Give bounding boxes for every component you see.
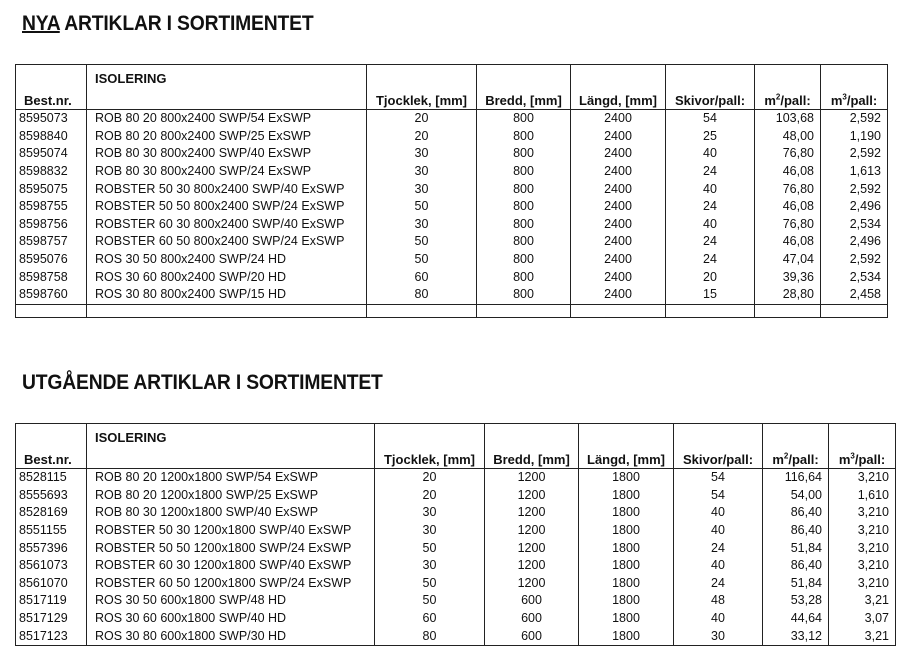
table-row xyxy=(16,522,896,540)
table-row xyxy=(16,180,888,198)
group-label: ISOLERING xyxy=(87,424,375,447)
cell-article-nr: 8598755 xyxy=(16,198,87,216)
cell-width: 800 xyxy=(477,251,571,269)
cell-article-nr: 8595073 xyxy=(16,110,87,128)
cell-thickness: 30 xyxy=(367,216,477,234)
cell-length: 1800 xyxy=(579,575,674,593)
cell-length: 2400 xyxy=(571,251,666,269)
cell-width: 1200 xyxy=(485,487,579,505)
cell-product-name: ROB 80 30 800x2400 SWP/24 ExSWP xyxy=(87,163,367,181)
cell-thickness: 30 xyxy=(375,522,485,540)
new-articles-body xyxy=(16,110,888,305)
header-m3: $m^3$/pall: xyxy=(829,446,896,469)
cell-width: 800 xyxy=(477,145,571,163)
cell-article-nr: 8598760 xyxy=(16,286,87,304)
cell-length: 2400 xyxy=(571,110,666,128)
cell-width: 800 xyxy=(477,110,571,128)
cell-length: 2400 xyxy=(571,268,666,286)
cell-article-nr: 8557396 xyxy=(16,539,87,557)
cell-boards: 54 xyxy=(674,469,763,487)
cell-product-name: ROBSTER 60 30 800x2400 SWP/40 ExSWP xyxy=(87,216,367,234)
table-row xyxy=(16,251,888,269)
header-length: Längd, [mm] xyxy=(579,446,674,469)
cell-article-nr: 8598757 xyxy=(16,233,87,251)
table-row xyxy=(16,627,896,645)
cell-width: 800 xyxy=(477,128,571,146)
cell-thickness: 20 xyxy=(375,469,485,487)
cell-m3: 2,592 xyxy=(821,180,888,198)
cell-m2: 53,28 xyxy=(763,592,829,610)
outgoing-articles-body xyxy=(16,469,896,646)
cell-thickness: 20 xyxy=(367,128,477,146)
cell-m2: 46,08 xyxy=(755,198,821,216)
cell-boards: 24 xyxy=(674,539,763,557)
cell-article-nr: 8551155 xyxy=(16,522,87,540)
cell-length: 2400 xyxy=(571,233,666,251)
cell-m2: 86,40 xyxy=(763,557,829,575)
table-row xyxy=(16,145,888,163)
cell-width: 600 xyxy=(485,610,579,628)
cell-m3: 1,613 xyxy=(821,163,888,181)
table-row xyxy=(16,610,896,628)
cell-product-name: ROS 30 80 800x2400 SWP/15 HD xyxy=(87,286,367,304)
cell-length: 2400 xyxy=(571,128,666,146)
cell-boards: 24 xyxy=(666,163,755,181)
cell-article-nr: 8598840 xyxy=(16,128,87,146)
cell-m3: 2,534 xyxy=(821,216,888,234)
cell-m3: 2,458 xyxy=(821,286,888,304)
header-boards: Skivor/pall: xyxy=(674,446,763,469)
cell-boards: 40 xyxy=(666,145,755,163)
table-row xyxy=(16,504,896,522)
cell-article-nr: 8555693 xyxy=(16,487,87,505)
cell-length: 1800 xyxy=(579,627,674,645)
header-nr: Best.nr. xyxy=(16,87,87,110)
cell-thickness: 60 xyxy=(367,268,477,286)
cell-length: 1800 xyxy=(579,487,674,505)
cell-thickness: 50 xyxy=(375,575,485,593)
table-row xyxy=(16,469,896,487)
cell-m2: 46,08 xyxy=(755,233,821,251)
cell-m2: 39,36 xyxy=(755,268,821,286)
cell-width: 1200 xyxy=(485,522,579,540)
table-row xyxy=(16,110,888,128)
cell-boards: 40 xyxy=(666,180,755,198)
cell-product-name: ROB 80 20 1200x1800 SWP/25 ExSWP xyxy=(87,487,375,505)
cell-m3: 2,592 xyxy=(821,110,888,128)
blank-row xyxy=(16,304,888,317)
cell-boards: 24 xyxy=(674,575,763,593)
cell-thickness: 60 xyxy=(375,610,485,628)
cell-thickness: 80 xyxy=(375,627,485,645)
cell-m2: 46,08 xyxy=(755,163,821,181)
cell-boards: 20 xyxy=(666,268,755,286)
cell-boards: 40 xyxy=(674,557,763,575)
cell-boards: 40 xyxy=(674,522,763,540)
cell-thickness: 50 xyxy=(375,539,485,557)
header-name xyxy=(87,446,375,469)
cell-width: 800 xyxy=(477,233,571,251)
cell-m3: 1,610 xyxy=(829,487,896,505)
cell-boards: 24 xyxy=(666,198,755,216)
outgoing-articles-table xyxy=(15,423,896,646)
cell-width: 800 xyxy=(477,198,571,216)
cell-width: 600 xyxy=(485,592,579,610)
header-thickness: Tjocklek, [mm] xyxy=(375,446,485,469)
header-width: Bredd, [mm] xyxy=(485,446,579,469)
cell-boards: 24 xyxy=(666,251,755,269)
cell-thickness: 80 xyxy=(367,286,477,304)
cell-width: 1200 xyxy=(485,539,579,557)
cell-m2: 47,04 xyxy=(755,251,821,269)
table-row xyxy=(16,557,896,575)
table-row xyxy=(16,592,896,610)
cell-article-nr: 8561073 xyxy=(16,557,87,575)
cell-article-nr: 8598758 xyxy=(16,268,87,286)
cell-length: 1800 xyxy=(579,522,674,540)
cell-boards: 54 xyxy=(666,110,755,128)
cell-article-nr: 8517119 xyxy=(16,592,87,610)
cell-m2: 51,84 xyxy=(763,539,829,557)
cell-product-name: ROBSTER 60 50 800x2400 SWP/24 ExSWP xyxy=(87,233,367,251)
table-row xyxy=(16,216,888,234)
cell-m3: 2,534 xyxy=(821,268,888,286)
cell-boards: 40 xyxy=(674,610,763,628)
cell-article-nr: 8561070 xyxy=(16,575,87,593)
cell-product-name: ROBSTER 60 30 1200x1800 SWP/40 ExSWP xyxy=(87,557,375,575)
table-row xyxy=(16,163,888,181)
header-m3: $m^3$/pall: xyxy=(821,87,888,110)
cell-article-nr: 8598756 xyxy=(16,216,87,234)
cell-article-nr: 8517123 xyxy=(16,627,87,645)
cell-product-name: ROB 80 30 800x2400 SWP/40 ExSWP xyxy=(87,145,367,163)
cell-product-name: ROB 80 20 800x2400 SWP/54 ExSWP xyxy=(87,110,367,128)
cell-m2: 103,68 xyxy=(755,110,821,128)
cell-thickness: 50 xyxy=(375,592,485,610)
cell-thickness: 20 xyxy=(367,110,477,128)
cell-m2: 44,64 xyxy=(763,610,829,628)
cell-length: 2400 xyxy=(571,145,666,163)
cell-product-name: ROS 30 50 800x2400 SWP/24 HD xyxy=(87,251,367,269)
cell-m3: 2,496 xyxy=(821,233,888,251)
cell-boards: 40 xyxy=(666,216,755,234)
cell-m3: 3,21 xyxy=(829,627,896,645)
cell-length: 2400 xyxy=(571,180,666,198)
cell-m2: 86,40 xyxy=(763,504,829,522)
cell-m3: 2,496 xyxy=(821,198,888,216)
cell-width: 800 xyxy=(477,286,571,304)
cell-width: 800 xyxy=(477,216,571,234)
cell-m2: 28,80 xyxy=(755,286,821,304)
cell-article-nr: 8598832 xyxy=(16,163,87,181)
cell-length: 1800 xyxy=(579,469,674,487)
cell-thickness: 30 xyxy=(375,557,485,575)
cell-article-nr: 8595074 xyxy=(16,145,87,163)
header-width: Bredd, [mm] xyxy=(477,87,571,110)
cell-thickness: 20 xyxy=(375,487,485,505)
cell-product-name: ROS 30 60 600x1800 SWP/40 HD xyxy=(87,610,375,628)
table-row xyxy=(16,575,896,593)
cell-article-nr: 8595076 xyxy=(16,251,87,269)
cell-width: 800 xyxy=(477,163,571,181)
header-length: Längd, [mm] xyxy=(571,87,666,110)
cell-width: 1200 xyxy=(485,575,579,593)
cell-length: 1800 xyxy=(579,557,674,575)
cell-thickness: 30 xyxy=(367,180,477,198)
cell-boards: 25 xyxy=(666,128,755,146)
cell-m2: 76,80 xyxy=(755,216,821,234)
cell-product-name: ROBSTER 60 50 1200x1800 SWP/24 ExSWP xyxy=(87,575,375,593)
cell-length: 2400 xyxy=(571,198,666,216)
table-row xyxy=(16,539,896,557)
cell-length: 1800 xyxy=(579,592,674,610)
cell-article-nr: 8528169 xyxy=(16,504,87,522)
cell-product-name: ROBSTER 50 30 1200x1800 SWP/40 ExSWP xyxy=(87,522,375,540)
cell-width: 800 xyxy=(477,268,571,286)
cell-m3: 3,210 xyxy=(829,539,896,557)
cell-m2: 51,84 xyxy=(763,575,829,593)
cell-m2: 116,64 xyxy=(763,469,829,487)
cell-length: 1800 xyxy=(579,610,674,628)
heading-underlined-word: NYA xyxy=(22,12,60,35)
cell-product-name: ROS 30 80 600x1800 SWP/30 HD xyxy=(87,627,375,645)
table-row xyxy=(16,286,888,304)
cell-m3: 3,07 xyxy=(829,610,896,628)
header-nr: Best.nr. xyxy=(16,446,87,469)
cell-m3: 3,21 xyxy=(829,592,896,610)
cell-article-nr: 8517129 xyxy=(16,610,87,628)
cell-width: 1200 xyxy=(485,557,579,575)
new-articles-table xyxy=(15,64,888,318)
header-row xyxy=(16,87,888,110)
cell-product-name: ROS 30 60 800x2400 SWP/20 HD xyxy=(87,268,367,286)
cell-m2: 33,12 xyxy=(763,627,829,645)
cell-article-nr: 8595075 xyxy=(16,180,87,198)
cell-m3: 3,210 xyxy=(829,557,896,575)
cell-m2: 54,00 xyxy=(763,487,829,505)
cell-boards: 40 xyxy=(674,504,763,522)
cell-m2: 48,00 xyxy=(755,128,821,146)
cell-length: 1800 xyxy=(579,539,674,557)
header-thickness: Tjocklek, [mm] xyxy=(367,87,477,110)
cell-width: 1200 xyxy=(485,469,579,487)
cell-m3: 3,210 xyxy=(829,504,896,522)
header-m2: $m^2$/pall: xyxy=(763,446,829,469)
cell-boards: 54 xyxy=(674,487,763,505)
cell-m3: 3,210 xyxy=(829,575,896,593)
header-name xyxy=(87,87,367,110)
cell-m3: 1,190 xyxy=(821,128,888,146)
cell-product-name: ROB 80 20 800x2400 SWP/25 ExSWP xyxy=(87,128,367,146)
cell-thickness: 30 xyxy=(375,504,485,522)
table-row xyxy=(16,198,888,216)
cell-length: 2400 xyxy=(571,163,666,181)
cell-product-name: ROBSTER 50 50 1200x1800 SWP/24 ExSWP xyxy=(87,539,375,557)
cell-width: 800 xyxy=(477,180,571,198)
cell-thickness: 50 xyxy=(367,198,477,216)
cell-boards: 48 xyxy=(674,592,763,610)
header-m2: $m^2$/pall: xyxy=(755,87,821,110)
table-row xyxy=(16,128,888,146)
cell-thickness: 50 xyxy=(367,233,477,251)
group-row xyxy=(16,65,888,88)
cell-article-nr: 8528115 xyxy=(16,469,87,487)
cell-length: 2400 xyxy=(571,216,666,234)
cell-boards: 15 xyxy=(666,286,755,304)
cell-boards: 30 xyxy=(674,627,763,645)
cell-width: 600 xyxy=(485,627,579,645)
cell-thickness: 30 xyxy=(367,145,477,163)
table-row xyxy=(16,268,888,286)
cell-product-name: ROBSTER 50 30 800x2400 SWP/40 ExSWP xyxy=(87,180,367,198)
cell-thickness: 50 xyxy=(367,251,477,269)
cell-m3: 3,210 xyxy=(829,469,896,487)
cell-m2: 76,80 xyxy=(755,180,821,198)
cell-m3: 3,210 xyxy=(829,522,896,540)
outgoing-articles-heading: UTGÅENDE ARTIKLAR I SORTIMENTET xyxy=(22,371,383,394)
new-articles-heading xyxy=(22,12,313,36)
group-row xyxy=(16,424,896,447)
cell-m3: 2,592 xyxy=(821,145,888,163)
cell-length: 1800 xyxy=(579,504,674,522)
table-row xyxy=(16,487,896,505)
cell-m2: 76,80 xyxy=(755,145,821,163)
cell-m3: 2,592 xyxy=(821,251,888,269)
header-boards: Skivor/pall: xyxy=(666,87,755,110)
cell-product-name: ROB 80 30 1200x1800 SWP/40 ExSWP xyxy=(87,504,375,522)
cell-length: 2400 xyxy=(571,286,666,304)
cell-width: 1200 xyxy=(485,504,579,522)
cell-product-name: ROB 80 20 1200x1800 SWP/54 ExSWP xyxy=(87,469,375,487)
group-label: ISOLERING xyxy=(87,65,367,88)
table-row xyxy=(16,233,888,251)
cell-thickness: 30 xyxy=(367,163,477,181)
cell-product-name: ROS 30 50 600x1800 SWP/48 HD xyxy=(87,592,375,610)
cell-m2: 86,40 xyxy=(763,522,829,540)
header-row xyxy=(16,446,896,469)
heading-rest: ARTIKLAR I SORTIMENTET xyxy=(59,12,314,35)
cell-boards: 24 xyxy=(666,233,755,251)
cell-product-name: ROBSTER 50 50 800x2400 SWP/24 ExSWP xyxy=(87,198,367,216)
